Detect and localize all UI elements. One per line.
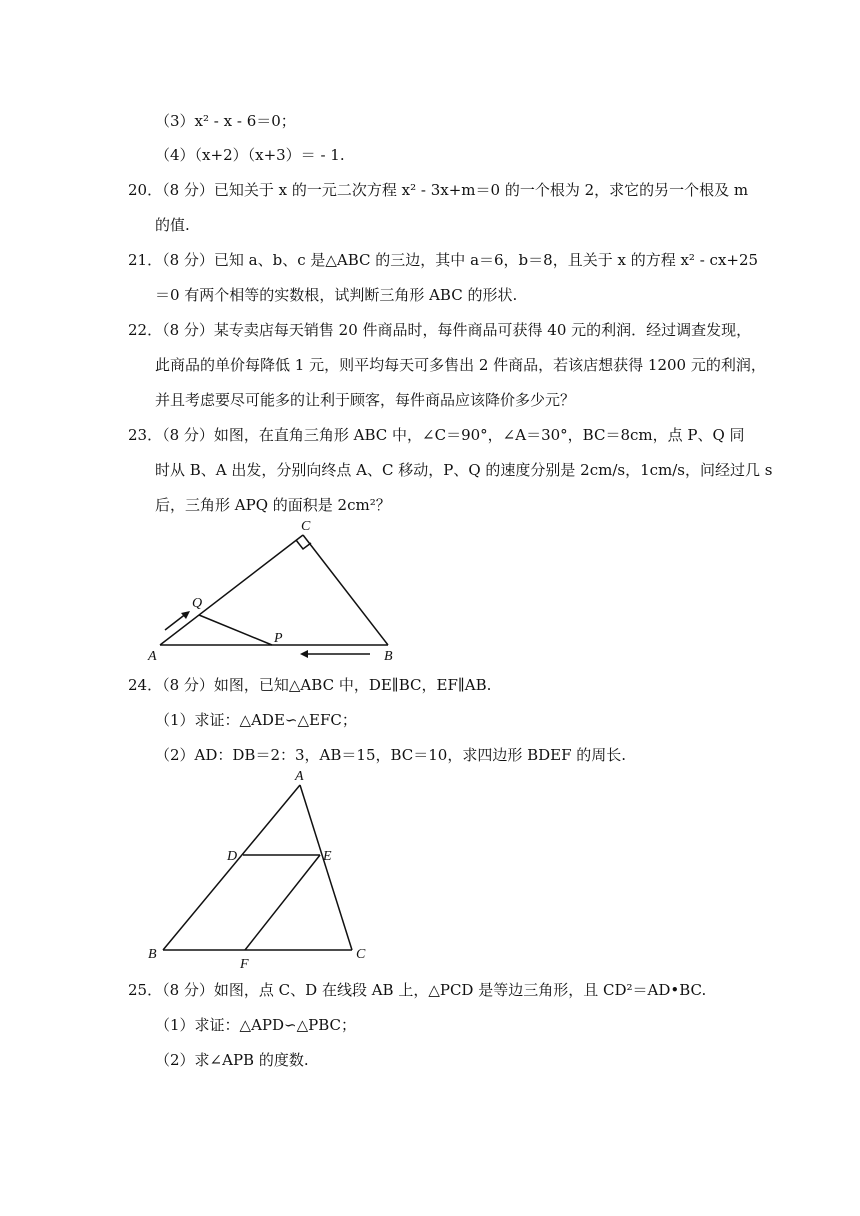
question-23-line-3: 后，三角形 APQ 的面积是 2cm²？	[155, 496, 391, 514]
question-24-line-1: 24．（8 分）如图，已知△ABC 中，DE∥BC，EF∥AB.	[128, 676, 492, 694]
label-c: C	[301, 519, 311, 534]
question-22-line-3: 并且考虑要尽可能多的让利于顾客，每件商品应该降价多少元？	[155, 391, 576, 409]
label-c: C	[356, 947, 366, 962]
question-20-line-1: 20．（8 分）已知关于 x 的一元二次方程 x² - 3x+m＝0 的一个根为 2，求它的另一个根及 m	[128, 181, 749, 199]
label-b: B	[384, 649, 393, 664]
question-25-line-3: （2）求∠APB 的度数.	[155, 1051, 309, 1069]
eq-4: （4）（x+2）（x+3）＝ - 1.	[155, 146, 345, 164]
question-23-line-1: 23．（8 分）如图，在直角三角形 ABC 中，∠C＝90°，∠A＝30°，BC＝8cm，点 P、Q 同	[128, 426, 745, 444]
segment-ac	[300, 785, 352, 950]
label-a: A	[148, 649, 157, 664]
question-21-line-2: ＝0 有两个相等的实数根，试判断三角形 ABC 的形状.	[155, 286, 518, 304]
segment-ab	[163, 785, 300, 950]
question-20-line-2: 的值.	[155, 216, 190, 234]
label-q: Q	[192, 596, 203, 611]
question-23-line-2: 时从 B、A 出发，分别向终点 A、C 移动，P、Q 的速度分别是 2cm/s，1cm/s，问经过几 s	[155, 461, 773, 479]
eq-3-number: （3）	[155, 112, 195, 130]
label-b: B	[148, 947, 157, 962]
label-d: D	[227, 849, 238, 864]
label-a: A	[295, 769, 304, 784]
question-22-line-1: 22．（8 分）某专卖店每天销售 20 件商品时，每件商品可获得 40 元的利润．经过调查发现，	[128, 321, 752, 339]
label-e: E	[323, 849, 332, 864]
label-p: P	[274, 631, 283, 646]
question-24-line-2: （1）求证：△ADE∽△EFC；	[155, 711, 357, 729]
segment-ef	[245, 855, 320, 950]
eq-3-text: x² - x - 6＝0；	[194, 112, 296, 130]
question-22-line-2: 此商品的单价每降低 1 元，则平均每天可多售出 2 件商品，若该店想获得 1200 元的利润，	[155, 356, 766, 374]
question-25-line-2: （1）求证：△APD∽△PBC；	[155, 1016, 357, 1034]
question-24-line-3: （2）AD：DB＝2：3，AB＝15，BC＝10，求四边形 BDEF 的周长.	[155, 746, 627, 764]
question-25-line-1: 25．（8 分）如图，点 C、D 在线段 AB 上，△PCD 是等边三角形，且 CD²＝AD•BC.	[128, 981, 707, 999]
question-21-line-1: 21．（8 分）已知 a、b、c 是△ABC 的三边，其中 a＝6，b＝8，且关于 x 的方程 x² - cx+25	[128, 251, 759, 269]
label-f: F	[240, 957, 249, 972]
